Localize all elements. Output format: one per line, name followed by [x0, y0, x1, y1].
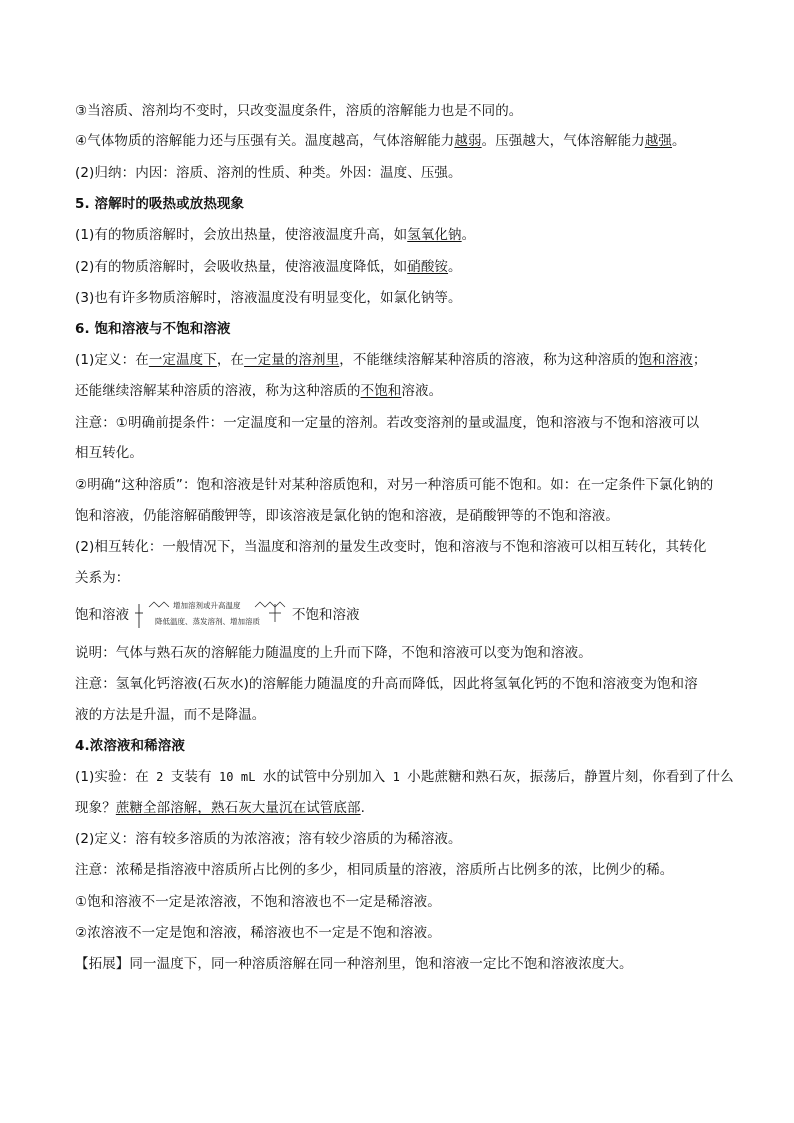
text: ，不能继续溶解某种溶质的溶液，称为这种溶质的 [339, 352, 639, 368]
text: (2)归纳：内因：溶质、溶剂的性质、种类。外因：温度、压强。 [75, 165, 462, 181]
number: 2 [148, 770, 171, 784]
underlined-answer: 氢氧化钠 [407, 227, 462, 243]
text: 关系为： [75, 570, 130, 586]
underlined-answer: 越弱 [454, 133, 482, 149]
para-experiment-cont [75, 798, 365, 818]
para-explanation [75, 643, 592, 663]
para-conversion-cont [75, 568, 129, 588]
text: ②明确“这种溶质”：饱和溶液是针对某种溶质饱和，对另一种溶质可能不饱和。如：在一定条件下氯化钠的 [75, 477, 714, 493]
underlined-answer: 不饱和 [360, 383, 402, 399]
text: 。压强越大，气体溶解能力 [481, 133, 645, 149]
text: (1)定义：在 [75, 352, 149, 368]
text: 支装有 [170, 769, 212, 785]
underlined-answer: 饱和溶液 [638, 352, 693, 368]
text: 现象？ [75, 800, 116, 816]
underlined-answer: 蔗糖全部溶解，熟石灰大量沉在试管底部 [115, 800, 361, 816]
text: ②浓溶液不一定是饱和溶液，稀溶液也不一定是不饱和溶液。 [75, 925, 441, 941]
para-note-2-cont [75, 506, 619, 526]
text: (2)相互转化：一般情况下，当温度和溶剂的量发生改变时，饱和溶液与不饱和溶液可以相互转化，其转化 [75, 539, 707, 555]
para-exothermic [75, 225, 475, 245]
para-extension [75, 954, 633, 974]
condition-increase-solvent: 增加溶剂或升高温度 [173, 601, 241, 610]
para-gas-pressure [75, 131, 686, 151]
text: (3)也有许多物质溶解时，溶液温度没有明显变化，如氯化钠等。 [75, 290, 462, 306]
text: ④气体物质的溶解能力还与压强有关。温度越高，气体溶解能力 [75, 133, 455, 149]
para-note-1-cont [75, 443, 143, 463]
text: (1)实验：在 [75, 769, 149, 785]
text: (1)有的物质溶解时，会放出热量，使溶液温度升高，如 [75, 227, 408, 243]
saturated-label: 饱和溶液 [75, 607, 129, 623]
text: 还能继续溶解某种溶质的溶液，称为这种溶质的 [75, 383, 361, 399]
para-conversion [75, 537, 706, 557]
number: 1 [385, 770, 408, 784]
para-no-change [75, 288, 462, 308]
text: ，在 [216, 352, 245, 368]
text: 饱和溶液，仍能溶解硝酸钾等，即该溶液是氯化钠的饱和溶液，是硝酸钾等的不饱和溶液。 [75, 508, 619, 524]
text: ； [692, 352, 707, 368]
text: ③当溶质、溶剂均不变时，只改变温度条件，溶质的溶解能力也是不同的。 [75, 103, 523, 119]
text: 。 [672, 133, 686, 149]
text: (2)有的物质溶解时，会吸收热量，使溶液温度降低，如 [75, 259, 408, 275]
number: 10 mL [211, 770, 263, 784]
heading-4 [75, 736, 185, 756]
para-summary [75, 163, 462, 183]
para-note-concentration [75, 860, 673, 880]
para-temperature-effect [75, 101, 522, 121]
text: . [360, 800, 366, 816]
para-experiment [75, 767, 734, 787]
heading-6 [75, 319, 231, 339]
heading-text: 5. 溶解时的吸热或放热现象 [75, 196, 245, 212]
underlined-answer: 一定量的溶剂里 [244, 352, 340, 368]
text: 小匙蔗糖和熟石灰，振荡后，静置片刻，你看到了什么 [407, 769, 734, 785]
para-definition-concentration [75, 829, 462, 849]
underlined-answer: 一定温度下 [148, 352, 217, 368]
text: 注意：浓稀是指溶液中溶质所占比例的多少，相同质量的溶液，溶质所占比例多的浓，比例少的稀。 [75, 862, 674, 878]
para-point-2 [75, 923, 441, 943]
para-note-lime [75, 674, 698, 694]
text: 说明：气体与熟石灰的溶解能力随温度的上升而下降，不饱和溶液可以变为饱和溶液。 [75, 645, 592, 661]
para-note-1 [75, 413, 699, 433]
para-point-1 [75, 892, 441, 912]
text: 【拓展】同一温度下，同一种溶质溶解在同一种溶剂里，饱和溶液一定比不饱和溶液浓度大。 [75, 956, 633, 972]
para-endothermic [75, 257, 462, 277]
heading-5 [75, 194, 244, 214]
heading-text: 4.浓溶液和稀溶液 [75, 738, 185, 754]
text: 溶液。 [401, 383, 443, 399]
underlined-answer: 硝酸铵 [407, 259, 449, 275]
para-note-2 [75, 475, 713, 495]
text: 液的方法是升温，而不是降温。 [75, 707, 266, 723]
text: 水的试管中分别加入 [262, 769, 386, 785]
para-definition-2 [75, 381, 442, 401]
underlined-answer: 越强 [644, 133, 673, 149]
para-definition-1 [75, 350, 706, 370]
condition-decrease-temp: 降低温度、蒸发溶剂、增加溶质 [155, 617, 260, 626]
conversion-diagram [75, 598, 495, 632]
text: 注意：①明确前提条件：一定温度和一定量的溶剂。若改变溶剂的量或温度，饱和溶液与不饱和溶液可以 [75, 415, 700, 431]
text: (2)定义：溶有较多溶质的为浓溶液；溶有较少溶质的为稀溶液。 [75, 831, 462, 847]
text: 相互转化。 [75, 445, 143, 461]
heading-text: 6. 饱和溶液与不饱和溶液 [75, 321, 231, 337]
text: ①饱和溶液不一定是浓溶液，不饱和溶液也不一定是稀溶液。 [75, 894, 441, 910]
para-note-lime-cont [75, 705, 265, 725]
text: 。 [448, 259, 462, 275]
text: 注意：氢氧化钙溶液(石灰水)的溶解能力随温度的升高而降低，因此将氢氧化钙的不饱和溶液变为饱和溶 [75, 676, 698, 692]
text: 。 [461, 227, 476, 243]
unsaturated-label: 不饱和溶液 [292, 607, 360, 623]
